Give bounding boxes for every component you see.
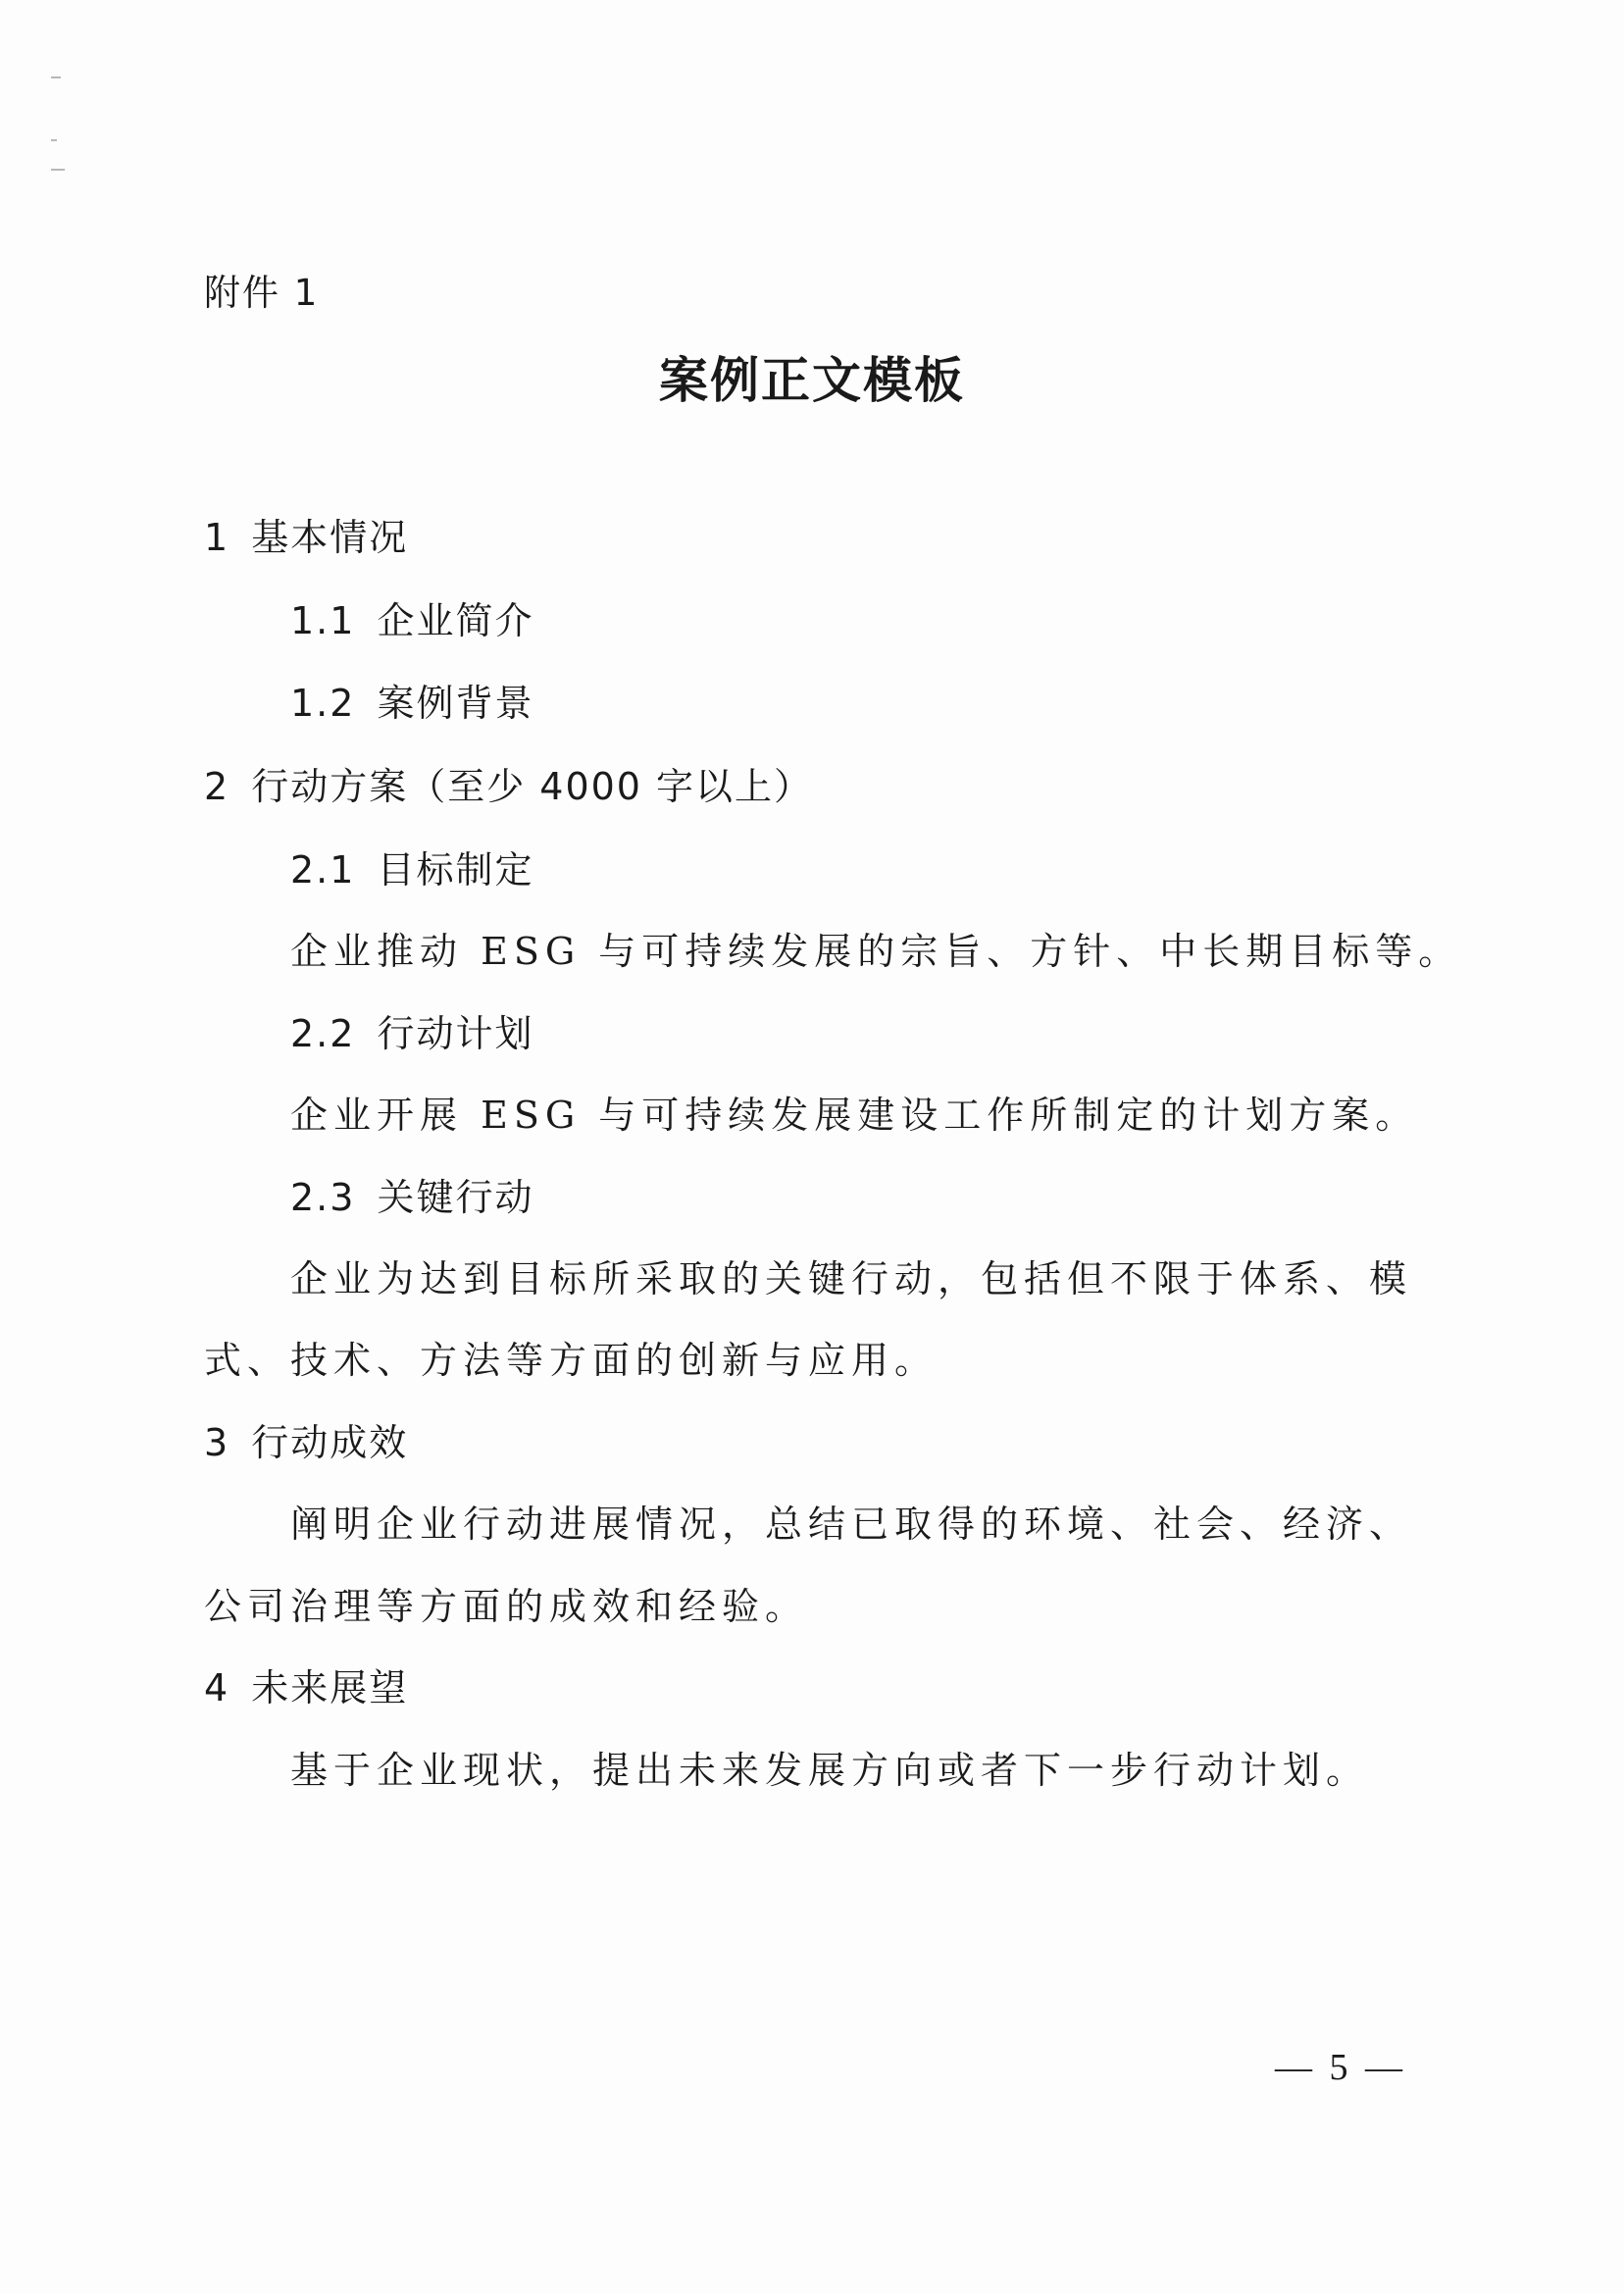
subsection-title: 案例背景 (377, 682, 534, 725)
subsection-number: 1.2 (290, 682, 356, 725)
section-number: 2 (204, 765, 230, 808)
subsection-number: 1.1 (290, 599, 356, 642)
subsection-heading-2-1 (290, 840, 533, 893)
paragraph-4: 基于企业现状，提出未来发展方向或者下一步行动计划。 (290, 1749, 1370, 1792)
subsection-title: 企业简介 (377, 599, 534, 642)
subsection-number: 2.1 (290, 848, 356, 892)
subsection-title: 目标制定 (377, 848, 534, 892)
subsection-heading-1-1 (290, 590, 533, 644)
section-number: 4 (204, 1666, 230, 1709)
paragraph-2-3-line-1: 企业为达到目标所采取的关键行动，包括但不限于体系、模 (290, 1257, 1413, 1300)
scan-mark (51, 169, 65, 171)
subsection-number: 2.2 (290, 1012, 356, 1055)
paragraph-2-2: 企业开展 ESG 与可持续发展建设工作所制定的计划方案。 (290, 1094, 1419, 1137)
subsection-heading-1-2 (290, 673, 533, 727)
section-title: 行动方案（至少 4000 字以上） (251, 765, 814, 808)
section-heading-3 (204, 1412, 408, 1466)
page-number: — 5 — (1275, 2047, 1406, 2088)
section-heading-2 (204, 756, 813, 810)
section-title: 行动成效 (251, 1421, 409, 1464)
subsection-heading-2-3 (290, 1167, 533, 1221)
document-title: 案例正文模板 (659, 351, 965, 409)
section-number: 1 (204, 516, 230, 559)
subsection-title: 行动计划 (377, 1012, 534, 1055)
subsection-title: 关键行动 (377, 1176, 534, 1219)
section-title: 基本情况 (251, 516, 409, 559)
subsection-number: 2.3 (290, 1176, 356, 1219)
paragraph-3-line-1: 阐明企业行动进展情况，总结已取得的环境、社会、经济、 (290, 1503, 1413, 1546)
subsection-heading-2-2 (290, 1003, 533, 1057)
paragraph-3-line-2: 公司治理等方面的成效和经验。 (204, 1585, 809, 1628)
attachment-label: 附件 1 (204, 272, 320, 314)
section-heading-4 (204, 1657, 408, 1711)
section-heading-1 (204, 507, 408, 561)
section-title: 未来展望 (251, 1666, 409, 1709)
scan-mark (51, 139, 57, 141)
paragraph-2-1: 企业推动 ESG 与可持续发展的宗旨、方针、中长期目标等。 (290, 930, 1462, 973)
paragraph-2-3-line-2: 式、技术、方法等方面的创新与应用。 (204, 1339, 939, 1382)
scan-mark (51, 76, 61, 78)
section-number: 3 (204, 1421, 230, 1464)
